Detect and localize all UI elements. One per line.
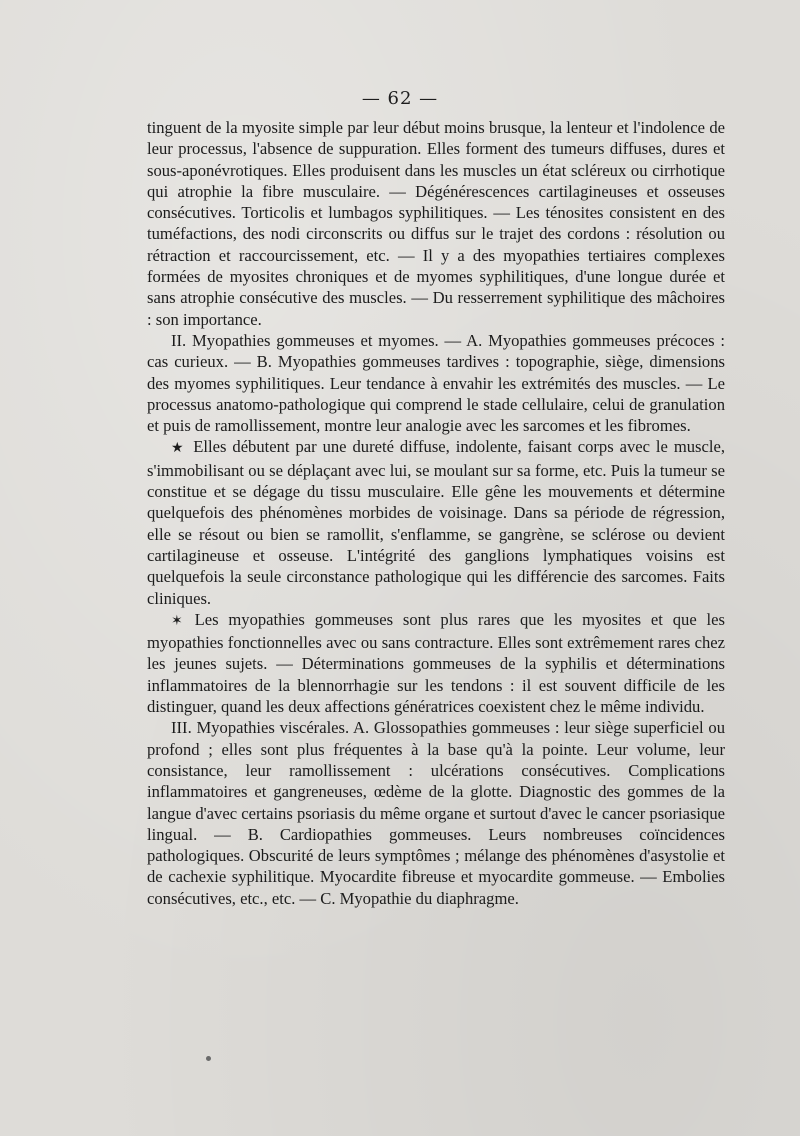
paragraph-5 [147, 717, 725, 909]
paragraph-1 [147, 117, 725, 330]
paragraph-4 [147, 609, 725, 717]
paragraph-3-text: Elles débutent par une dureté diffuse, indolente, faisant corps avec le muscle, s'immobilisant ou se déplaçant avec lui, se moulant sur sa forme, etc. Puis la tumeur se constitue et se dégage du tissu musculaire. Elle gêne les mouvements et détermine quelquefois des phénomènes morbides de voisinage. Dans sa période de régression, elle se résout ou bien se ramollit, s'enflamme, se gangrène, se sclérose ou devient cartilagineuse et osseuse. L'intégrité des ganglions lymphatiques voisins est quelquefois la seule circonstance pathologique qui les différencie des sarcomes. Faits cliniques. [147, 437, 725, 608]
page-number: — 62 — [361, 88, 439, 109]
paragraph-2-text: II. Myopathies gommeuses et myomes. — A. Myopathies gommeuses précoces : cas curieux. — B. Myopathies gommeuses tardives : topographie, siège, dimensions des myomes syphilitiques. Leur tendance à envahir les extrémités des muscles. — Le processus anatomo-pathologique qui comprend le stade cellulaire, celui de granulation et puis de ramollissement, montre leur analogie avec les sarcomes et les fibromes. [147, 330, 725, 436]
paragraph-1-text: tinguent de la myosite simple par leur début moins brusque, la lenteur et l'indolence de leur processus, l'absence de suppuration. Elles forment des tumeurs diffuses, dures et sous-aponévrotiques. Elles produisent dans les muscles un état scléreux ou cirrhotique qui atrophie la fibre musculaire. — Dégénérescences cartilagineuses et osseuses consécutives. Torticolis et lumbagos syphilitiques. — Les ténosites consistent en des tuméfactions, des nodi circonscrits ou diffus sur le trajet des cordons : résolution ou rétraction et raccourcissement, etc. — Il y a des myopathies tertiaires complexes formées de myosites chroniques et de myomes syphilitiques, d'une longue durée et sans atrophie consécutive des muscles. — Du resserrement syphilitique des mâchoires : son importance. [147, 118, 725, 329]
asterisk-marker-icon: ★ [171, 440, 186, 457]
paragraph-3 [147, 436, 725, 608]
body-text [147, 117, 725, 909]
paragraph-4-text: Les myopathies gommeuses sont plus rares que les myosites et que les myopathies fonctionnelles avec ou sans contracture. Elles sont extrêmement rares chez les jeunes sujets. — Déterminations gommeuses de la syphilis et déterminations inflammatoires de la blennorrhagie sur les tendons : il est souvent difficile de les distinguer, quand les deux affections génératrices coexistent chez le même individu. [147, 609, 725, 717]
paragraph-2 [147, 330, 725, 436]
asterisk-marker-icon: ✶ [171, 612, 183, 629]
paragraph-5-text: III. Myopathies viscérales. A. Glossopathies gommeuses : leur siège superficiel ou profond ; elles sont plus fréquentes à la base qu'à la pointe. Leur volume, leur consistance, leur ramollissement : ulcérations consécutives. Complications inflammatoires et gangreneuses, œdème de la glotte. Diagnostic des gommes de la langue d'avec certains psoriasis du même organe et surtout d'avec le cancer psoriasique lingual. — B. Cardiopathies gommeuses. Leurs nombreuses coïncidences pathologiques. Obscurité de leurs symptômes ; mélange des phénomènes d'asystolie et de cachexie syphilitique. Myocardite fibreuse et myocardite gommeuse. — Embolies consécutives, etc., etc. — C. Myopathie du diaphragme. [147, 718, 725, 908]
ink-spot [206, 1056, 211, 1061]
